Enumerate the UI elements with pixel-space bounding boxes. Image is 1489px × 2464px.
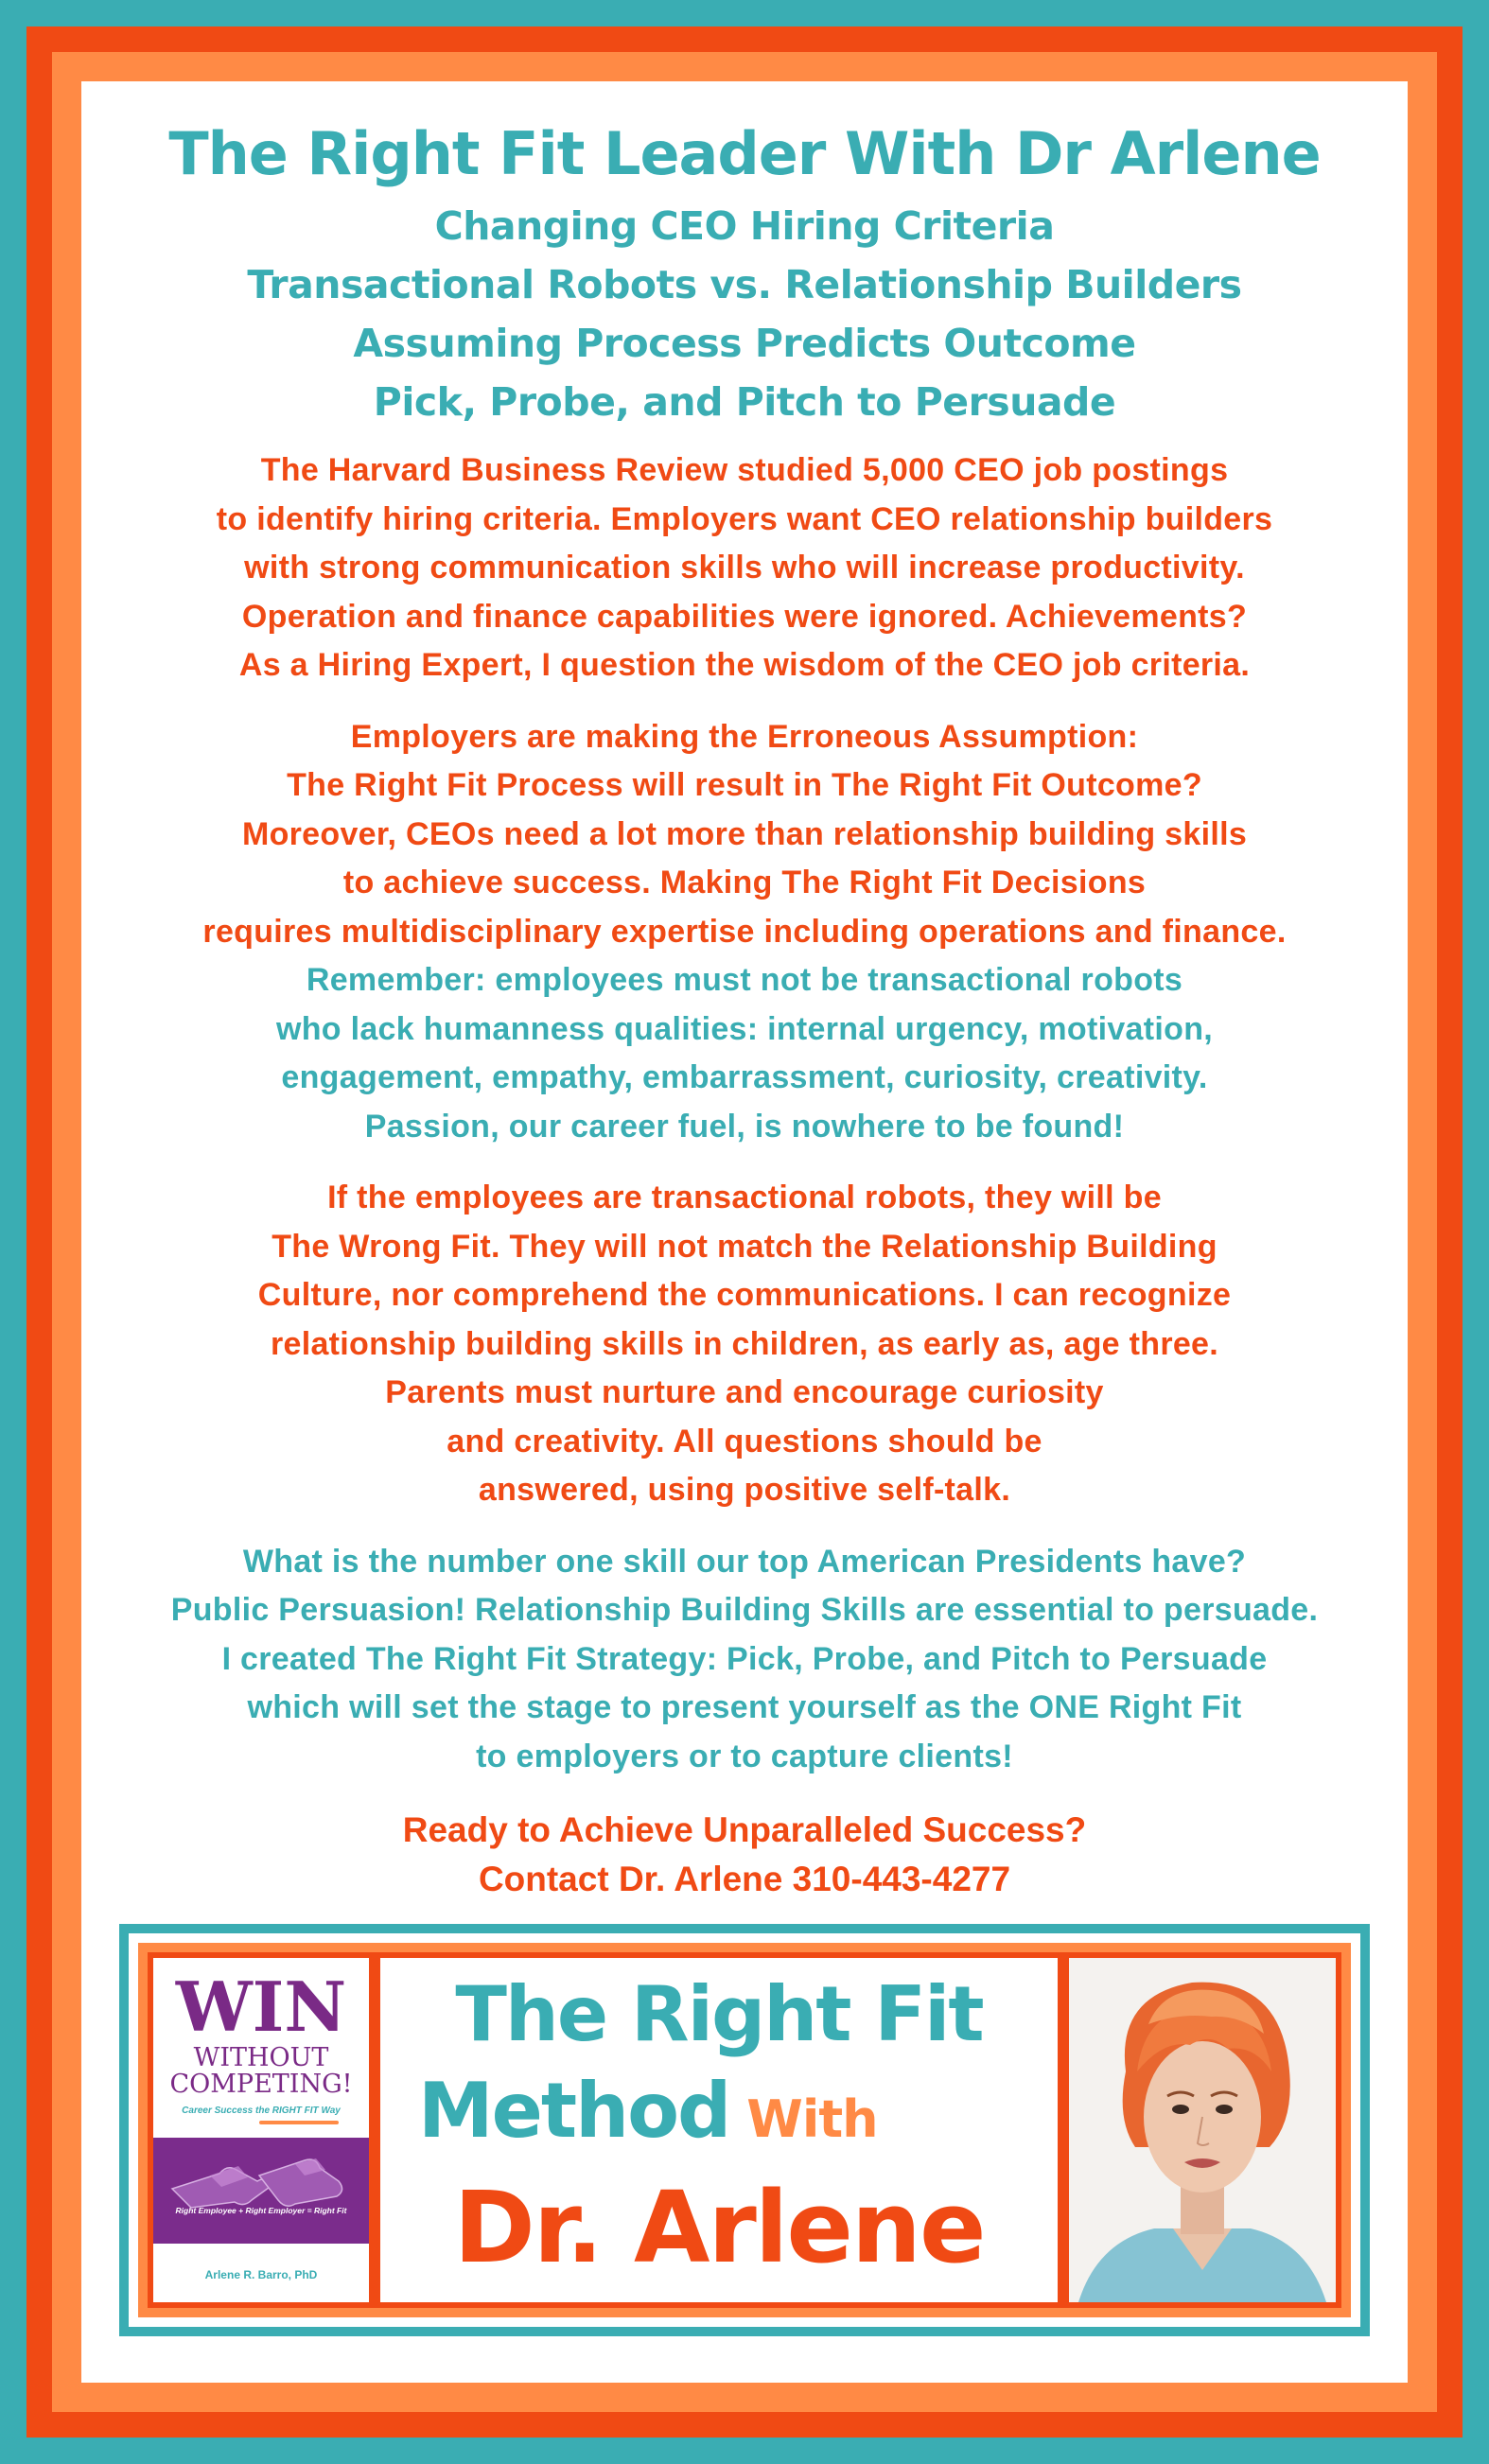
text-line: As a Hiring Expert, I question the wisdom of the CEO job criteria. bbox=[238, 647, 1251, 684]
text-line: and creativity. All questions should be bbox=[447, 1423, 1042, 1459]
book-title-win: WIN bbox=[175, 1966, 347, 2047]
call-to-action bbox=[81, 1806, 1408, 1904]
right-fit-banner bbox=[119, 1924, 1370, 2336]
text-line: The Harvard Business Review studied 5,000 CEO job postings bbox=[260, 452, 1229, 489]
text-line: engagement, empathy, embarrassment, curiosity, creativity. bbox=[281, 1059, 1208, 1096]
text-line: Employers are making the Erroneous Assumption: bbox=[350, 718, 1139, 755]
text-line: The Right Fit Process will result in The Right Fit Outcome? bbox=[287, 767, 1202, 804]
text-line: answered, using positive self-talk. bbox=[478, 1472, 1011, 1509]
headline-method-with bbox=[418, 2067, 1024, 2155]
book-cover bbox=[153, 1958, 369, 2302]
text-line: The Wrong Fit. They will not match the Relationship Building bbox=[272, 1228, 1217, 1265]
puzzle-image bbox=[153, 2138, 369, 2244]
text-line: Operation and finance capabilities were ignored. Achievements? bbox=[241, 598, 1248, 635]
paragraph-erroneous-assumption bbox=[81, 713, 1408, 957]
text-line: requires multidisciplinary expertise including operations and finance. bbox=[202, 913, 1287, 950]
text-line: to identify hiring criteria. Employers want CEO relationship builders bbox=[216, 500, 1273, 537]
book-swoosh bbox=[259, 2121, 339, 2124]
page-title: The Right Fit Leader With Dr Arlene bbox=[168, 119, 1321, 188]
text-line: who lack humanness qualities: internal urgency, motivation, bbox=[275, 1010, 1214, 1047]
subtitle-list bbox=[81, 197, 1408, 431]
text-line: Passion, our career fuel, is nowhere to be found! bbox=[364, 1108, 1125, 1145]
book-author: Arlene R. Barro, PhD bbox=[204, 2268, 318, 2281]
text-line: I created The Right Fit Strategy: Pick, Probe, and Pitch to Persuade bbox=[221, 1640, 1268, 1677]
headline-the-right-fit: The Right Fit bbox=[455, 1970, 983, 2058]
subtitle-line: Assuming Process Predicts Outcome bbox=[353, 321, 1136, 367]
subtitle-line: Pick, Probe, and Pitch to Persuade bbox=[373, 379, 1116, 426]
paragraph-wrong-fit bbox=[81, 1174, 1408, 1515]
subtitle-line: Transactional Robots vs. Relationship Builders bbox=[247, 262, 1242, 308]
text-line: If the employees are transactional robots, they will be bbox=[327, 1180, 1162, 1216]
headline-dr-arlene: Dr. Arlene bbox=[453, 2170, 985, 2285]
text-line: which will set the stage to present yourself as the ONE Right Fit bbox=[247, 1689, 1242, 1726]
text-line: Culture, nor comprehend the communications. I can recognize bbox=[257, 1277, 1232, 1314]
puzzle-caption: Right Employee + Right Employer = Right Fit bbox=[175, 2206, 347, 2215]
book-tagline: Career Success the RIGHT FIT Way bbox=[182, 2106, 341, 2116]
cta-line: Ready to Achieve Unparalleled Success? bbox=[402, 1810, 1087, 1850]
banner-headline-panel bbox=[380, 1958, 1058, 2302]
text-line: relationship building skills in children, as early as, age three. bbox=[270, 1325, 1219, 1362]
paragraph-persuasion bbox=[81, 1538, 1408, 1782]
dr-arlene-portrait bbox=[1069, 1958, 1336, 2302]
book-title-without: WITHOUT bbox=[193, 2043, 329, 2072]
book-title-competing: COMPETING! bbox=[169, 2070, 353, 2099]
flyer-content bbox=[81, 81, 1408, 1904]
text-line: Parents must nurture and encourage curiosity bbox=[385, 1374, 1104, 1411]
text-line: Remember: employees must not be transactional robots bbox=[306, 962, 1183, 999]
puzzle-pieces-icon bbox=[153, 2138, 369, 2244]
portrait-photo-icon bbox=[1069, 1958, 1336, 2302]
paragraph-remember bbox=[81, 956, 1408, 1151]
contact-line: Contact Dr. Arlene 310-443-4277 bbox=[478, 1860, 1011, 1899]
subtitle-line: Changing CEO Hiring Criteria bbox=[434, 203, 1055, 250]
headline-method: Method bbox=[418, 2067, 730, 2155]
text-line: What is the number one skill our top American Presidents have? bbox=[242, 1543, 1247, 1580]
text-line: Moreover, CEOs need a lot more than relationship building skills bbox=[241, 815, 1248, 852]
headline-with: With bbox=[746, 2089, 878, 2149]
text-line: to employers or to capture clients! bbox=[476, 1738, 1013, 1774]
paragraph-hbr-study bbox=[81, 446, 1408, 690]
text-line: to achieve success. Making The Right Fit Decisions bbox=[342, 865, 1147, 901]
text-line: Public Persuasion! Relationship Building Skills are essential to persuade. bbox=[170, 1592, 1319, 1629]
text-line: with strong communication skills who will increase productivity. bbox=[244, 550, 1245, 586]
